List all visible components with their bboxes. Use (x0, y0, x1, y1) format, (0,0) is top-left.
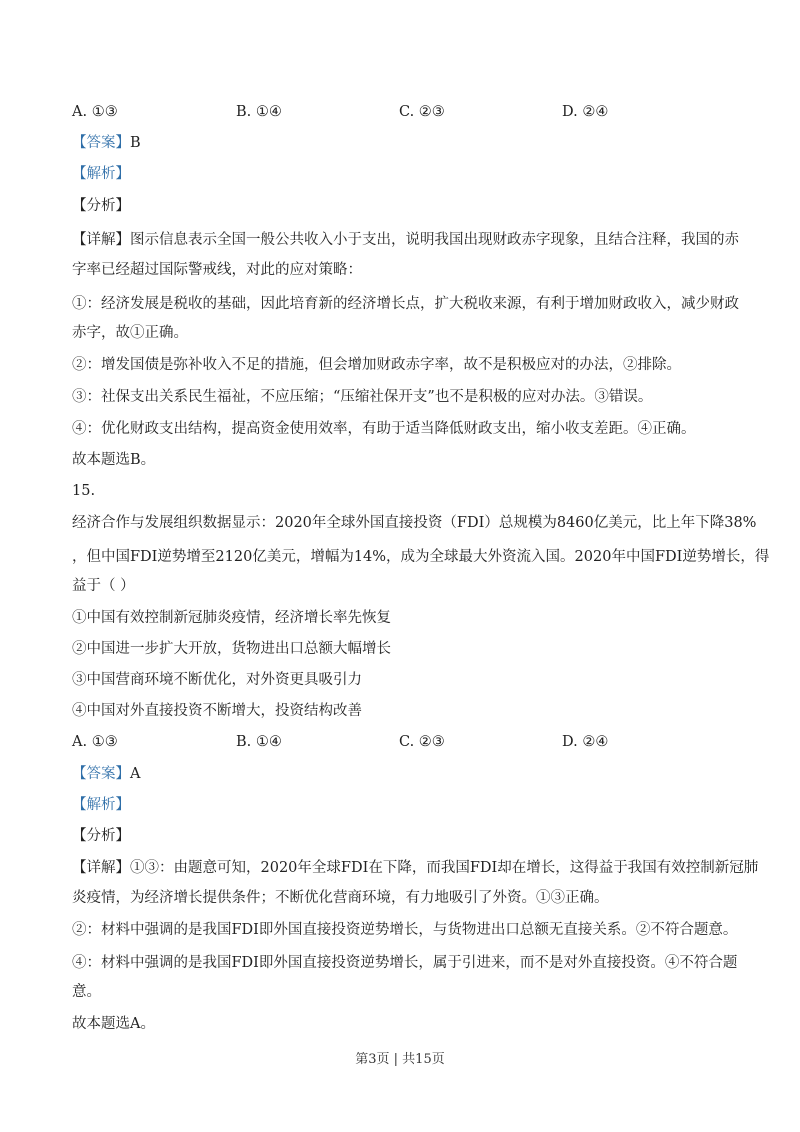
q14-detail-line: ③：社保支出关系民生福祉，不应压缩；“压缩社保开支”也不是积极的应对办法。③错误。 (72, 389, 653, 405)
q14-detail-line: ②：增发国债是弥补收入不足的措施，但会增加财政赤字率，故不是积极应对的办法，②排除。 (72, 357, 681, 373)
q14-detail-line: 赤字，故①正确。 (72, 325, 188, 341)
q14-answer (72, 133, 141, 153)
q15-detail-line: 故本题选A。 (72, 1016, 155, 1032)
q15-item: ④中国对外直接投资不断增大，投资结构改善 (72, 703, 362, 719)
q15-stem-line: 经济合作与发展组织数据显示：2020年全球外国直接投资（FDI）总规模为8460亿美元，比上年下降38% (72, 515, 757, 531)
q14-analysis-tag: 【解析】 (72, 166, 130, 182)
q14-fenxi: 【分析】 (72, 198, 130, 214)
q15-detail-line: 意。 (72, 984, 101, 1000)
answer-tag: 【答案】 (72, 766, 130, 782)
q14-detail-line: 【详解】图示信息表示全国一般公共收入小于支出，说明我国出现财政赤字现象，且结合注释，我国的赤 (72, 232, 739, 248)
q14-detail-line: 字率已经超过国际警戒线，对此的应对策略： (72, 262, 362, 278)
answer-value: A (130, 766, 141, 782)
q15-detail-line: ②：材料中强调的是我国FDI即外国直接投资逆势增长，与货物进出口总额无直接关系。②不符合题意。 (72, 922, 738, 938)
q15-detail-line: 炎疫情，为经济增长提供条件；不断优化营商环境，有力地吸引了外资。①③正确。 (72, 890, 609, 906)
q15-item: ②中国进一步扩大开放，货物进出口总额大幅增长 (72, 641, 391, 657)
q14-option-a: A. ①③ (72, 104, 118, 120)
q14-option-b: B. ①④ (236, 104, 282, 120)
q15-option-a: A. ①③ (72, 734, 118, 750)
q14-detail-line: ④：优化财政支出结构，提高资金使用效率，有助于适当降低财政支出，缩小收支差距。④正确。 (72, 421, 696, 437)
q14-options (72, 102, 732, 122)
q15-number: 15. (72, 483, 96, 499)
q15-options (72, 732, 732, 752)
q15-answer (72, 764, 140, 784)
q15-item: ③中国营商环境不断优化，对外资更具吸引力 (72, 672, 362, 688)
q15-fenxi: 【分析】 (72, 828, 130, 844)
q14-option-d: D. ②④ (562, 104, 609, 120)
answer-tag: 【答案】 (72, 135, 130, 151)
q15-option-b: B. ①④ (236, 734, 282, 750)
q15-analysis-tag: 【解析】 (72, 797, 130, 813)
q14-detail-line: ①：经济发展是税收的基础，因此培育新的经济增长点，扩大税收来源，有利于增加财政收入，减少财政 (72, 296, 739, 312)
answer-value: B (130, 135, 141, 151)
q15-option-d: D. ②④ (562, 734, 609, 750)
q14-option-c: C. ②③ (399, 104, 445, 120)
q15-item: ①中国有效控制新冠肺炎疫情，经济增长率先恢复 (72, 610, 391, 626)
q15-stem-line: ，但中国FDI逆势增至2120亿美元，增幅为14%，成为全球最大外资流入国。2020年中国FDI逆势增长，得 (72, 549, 770, 565)
page-footer: 第3页 | 共15页 (355, 1052, 445, 1067)
q15-option-c: C. ②③ (399, 734, 445, 750)
q15-detail-line: 【详解】①③：由题意可知，2020年全球FDI在下降，而我国FDI却在增长，这得益于我国有效控制新冠肺 (72, 860, 759, 876)
q15-detail-line: ④：材料中强调的是我国FDI即外国直接投资逆势增长，属于引进来，而不是对外直接投资。④不符合题 (72, 955, 738, 971)
q15-stem-line: 益于（ ） (72, 578, 135, 594)
q14-detail-line: 故本题选B。 (72, 452, 156, 468)
